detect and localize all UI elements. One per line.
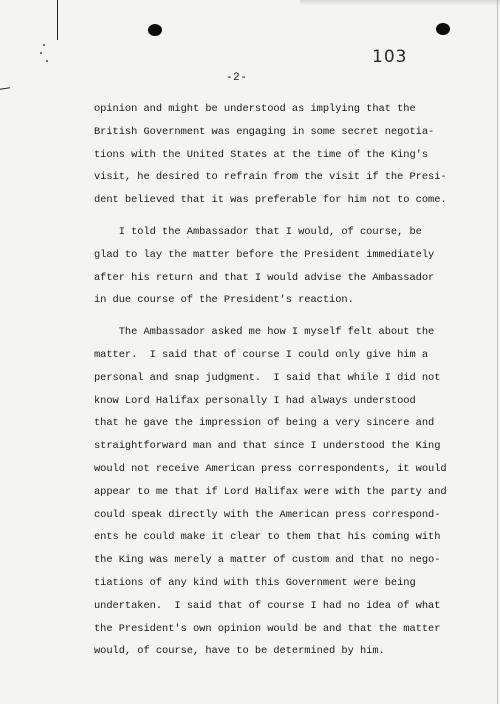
text-line: straightforward man and that since I understood the King: [94, 440, 441, 453]
text-line: opinion and might be understood as implying that the: [94, 103, 416, 115]
text-line: visit, he desired to refrain from the visit if the Presi-: [94, 171, 447, 184]
folio-number: -2-: [226, 72, 248, 84]
text-line: ents he could make it clear to them that his coming with: [94, 531, 441, 544]
text-line: the President's own opinion would be and that the matter: [94, 622, 441, 635]
text-line: dent believed that it was preferable for him not to come.: [94, 194, 447, 207]
text-line: appear to me that if Lord Halifax were with the party and: [94, 485, 447, 498]
text-line: would, of course, have to be determined by him.: [94, 645, 385, 658]
handwritten-page-number: 103: [372, 47, 408, 67]
paragraph-gap: [94, 312, 444, 321]
text-line: would not receive American press correspondents, it would: [94, 462, 447, 475]
text-line: undertaken. I said that of course I had no idea of what: [94, 599, 441, 612]
punch-hole-right: [436, 23, 450, 35]
text-line: tiations of any kind with this Government were being: [94, 576, 416, 589]
text-line: The Ambassador asked me how I myself felt about the: [94, 326, 435, 339]
scan-edge-mark: [0, 87, 10, 89]
scan-edge-left: [57, 0, 58, 40]
scan-speck: [46, 60, 48, 62]
paragraph-gap: [94, 212, 444, 221]
text-line: that he gave the impression of being a very sincere and: [94, 417, 435, 430]
text-line: tions with the United States at the time of the King's: [94, 148, 429, 161]
text-line: the King was merely a matter of custom and that no nego-: [94, 554, 441, 567]
scan-speck: [40, 52, 42, 54]
text-line: matter. I said that of course I could only give him a: [94, 348, 429, 361]
text-line: after his return and that I would advise the Ambassador: [94, 271, 435, 284]
letter-body: [94, 98, 447, 663]
text-line: personal and snap judgment. I said that while I did not: [94, 371, 441, 384]
text-line: in due course of the President's reaction.: [94, 294, 354, 307]
text-line: could speak directly with the American press correspond-: [94, 508, 441, 521]
text-line: British Government was engaging in some secret negotia-: [94, 125, 435, 138]
text-line: I told the Ambassador that I would, of course, be: [94, 225, 422, 238]
text-line: know Lord Halifax personally I had always understood: [94, 394, 416, 407]
punch-hole-left: [148, 24, 162, 36]
scan-speck: [43, 44, 45, 46]
scan-edge-top: [300, 0, 500, 6]
scan-edge-right: [497, 0, 498, 704]
text-line: glad to lay the matter before the President immediately: [94, 248, 435, 261]
